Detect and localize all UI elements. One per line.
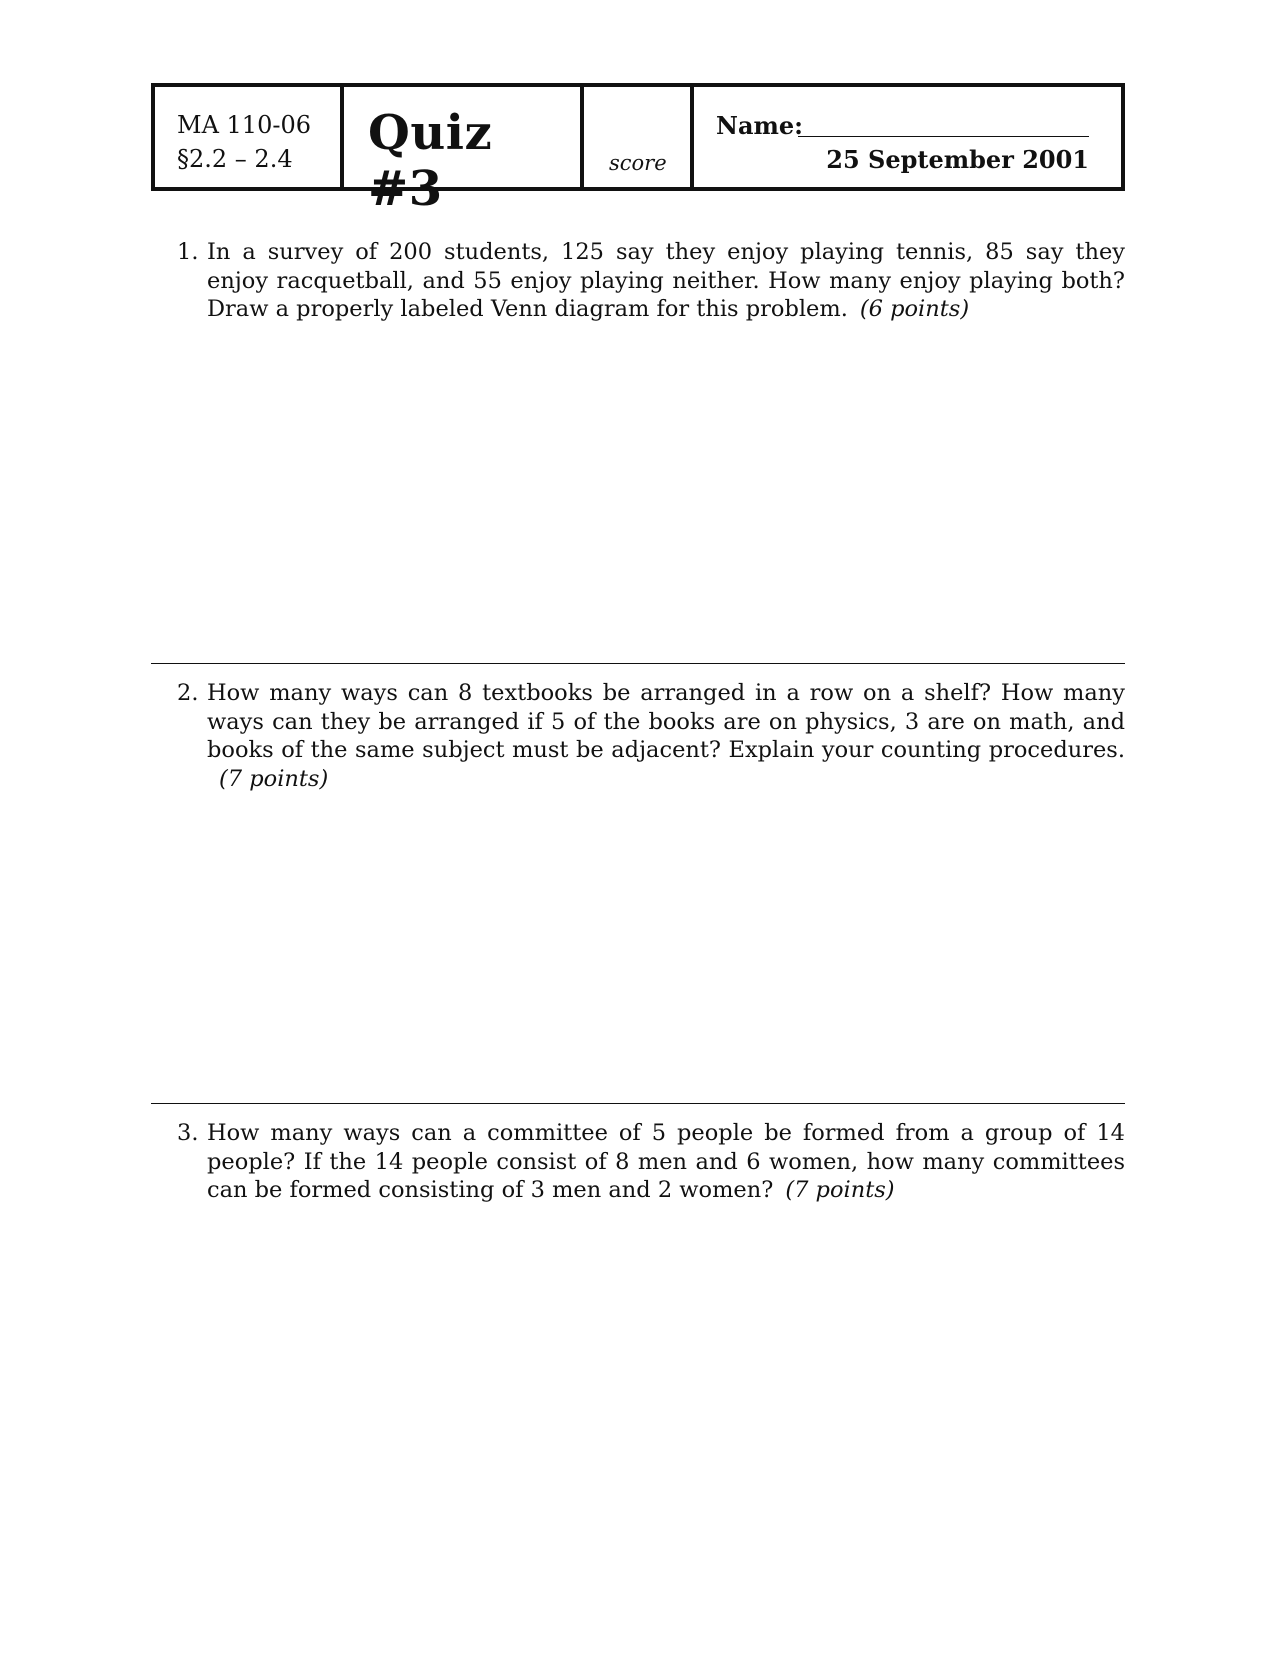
course-info-cell	[155, 87, 340, 187]
question-text	[207, 679, 1125, 793]
course-sections: §2.2 – 2.4	[177, 145, 293, 173]
question-number: 3.	[177, 1120, 199, 1146]
score-cell	[580, 87, 690, 187]
question-body: How many ways can a committee of 5 people be formed from a group of 14 people? If the 14 people consist of 8 men and 6 women, how many committees can be formed consisting of 3 men and 2 women?	[207, 1120, 1125, 1203]
question-number: 1.	[177, 239, 199, 265]
quiz-header	[151, 83, 1125, 217]
question-points: (7 points)	[785, 1177, 895, 1203]
question-points: (7 points)	[219, 765, 329, 792]
question-number: 2.	[177, 680, 199, 706]
question-text	[207, 1119, 1125, 1205]
score-label: score	[609, 151, 667, 175]
title-cell	[340, 87, 580, 217]
section-divider	[151, 1103, 1125, 1104]
question-body: In a survey of 200 students, 125 say they enjoy playing tennis, 85 say they enjoy racquetball, and 55 enjoy playing neither. How many enjoy playing both? Draw a properly labeled Venn diagram for this problem.	[207, 239, 1125, 322]
question-3	[177, 1119, 1125, 1205]
name-blank-line[interactable]	[798, 136, 1089, 137]
question-body: How many ways can 8 textbooks be arranged in a row on a shelf? How many ways can they be arranged if 5 of the books are on physics, 3 are on math, and books of the same subject must be adjacent? Explain your counting procedures.	[207, 680, 1125, 763]
question-2	[177, 679, 1125, 793]
course-code: MA 110-06	[177, 111, 311, 139]
question-points: (6 points)	[859, 296, 970, 322]
quiz-title: Quiz #3	[368, 105, 493, 217]
question-1	[177, 238, 1125, 324]
quiz-date: 25 September 2001	[826, 145, 1089, 174]
name-date-cell	[690, 87, 1121, 187]
question-text	[207, 238, 1125, 324]
name-label: Name:	[716, 111, 804, 140]
section-divider	[151, 663, 1125, 664]
